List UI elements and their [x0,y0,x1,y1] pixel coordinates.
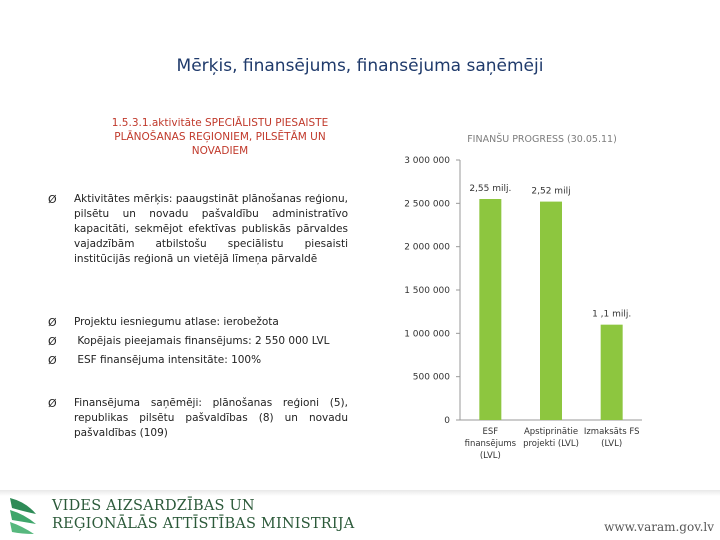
footer-divider [0,490,720,496]
bullet-text: Kopējais pieejamais finansējums: 2 550 000 LVL [74,335,330,347]
category-label: Izmaksāts FS [583,427,640,437]
arrow-bullet-icon: Ø [48,335,57,348]
ministry-name-line: VIDES AIZSARDZĪBAS UN [52,498,255,514]
subtitle-line: NOVADIEM [191,145,249,157]
bullet-block-funding [48,315,348,368]
bullet-text: ESF finansējuma intensitāte: 100% [74,354,262,366]
y-tick-label: 1 500 000 [404,286,450,296]
bar-data-label: 1 ,1 milj. [592,309,632,320]
bullet-text: Finansējuma saņēmēji: plānošanas reģioni (5), republikas pilsētu pašvaldības (8) un novadu pašvaldības (109) [74,397,348,439]
y-tick-label: 500 000 [412,372,450,383]
bullet-text: Aktivitātes mērķis: paaugstināt plānošanas reģionu, pilsētu un novadu pašvaldību administratīvo kapacitāti, sekmējot efektīvas publiskās pārvaldes vajadzībām atbilstošu speciālistu piesaisti institūcijās reģionā un vietējā līmeņa pārvaldē [74,193,348,265]
bullet-item [48,396,348,441]
arrow-bullet-icon: Ø [48,193,57,206]
bullet-item [48,353,348,368]
category-label: projekti (LVL) [523,439,579,449]
bullet-item [48,192,348,267]
arrow-bullet-icon: Ø [48,354,57,367]
activity-subtitle [70,116,370,158]
category-label: (LVL) [479,451,501,461]
finance-progress-chart [390,128,650,478]
y-tick-label: 2 500 000 [404,199,450,210]
y-tick-label: 0 [444,416,450,426]
arrow-bullet-icon: Ø [48,397,57,410]
category-label: ESF [482,427,499,437]
bar-data-label: 2,55 milj. [469,184,512,194]
ministry-logo-icon [6,494,48,536]
chart-title: FINANŠU PROGRESS (30.05.11) [467,134,617,145]
subtitle-line: PLĀNOŠANAS REĢIONIEM, PILSĒTĀM UN [114,131,326,143]
bullet-item [48,315,348,330]
y-tick-label: 2 000 000 [404,242,450,253]
bullet-block-goal [48,192,348,267]
subtitle-line: 1.5.3.1.aktivitāte SPECIĀLISTU PIESAISTE [111,117,329,129]
chart-bar [601,325,623,420]
chart-plot [404,156,642,461]
bar-data-label: 2,52 milj [531,186,571,197]
ministry-name [52,497,354,533]
y-tick-label: 1 000 000 [404,329,450,340]
category-label: (LVL) [601,439,623,449]
arrow-bullet-icon: Ø [48,316,57,329]
bullet-block-recipients [48,396,348,441]
chart-bar [540,202,562,420]
y-tick-label: 3 000 000 [404,156,450,166]
bullet-text: Projektu iesniegumu atlase: ierobežota [74,316,279,328]
category-label: Apstiprinātie [523,427,579,437]
category-label: finansējums [464,439,517,449]
bullet-item [48,334,348,349]
slide-title: Mērķis, finansējums, finansējuma saņēmēji [176,56,544,76]
website-url: www.varam.gov.lv [604,520,714,534]
chart-bar [479,199,501,420]
ministry-name-line: REĢIONĀLĀS ATTĪSTĪBAS MINISTRIJA [52,516,355,532]
